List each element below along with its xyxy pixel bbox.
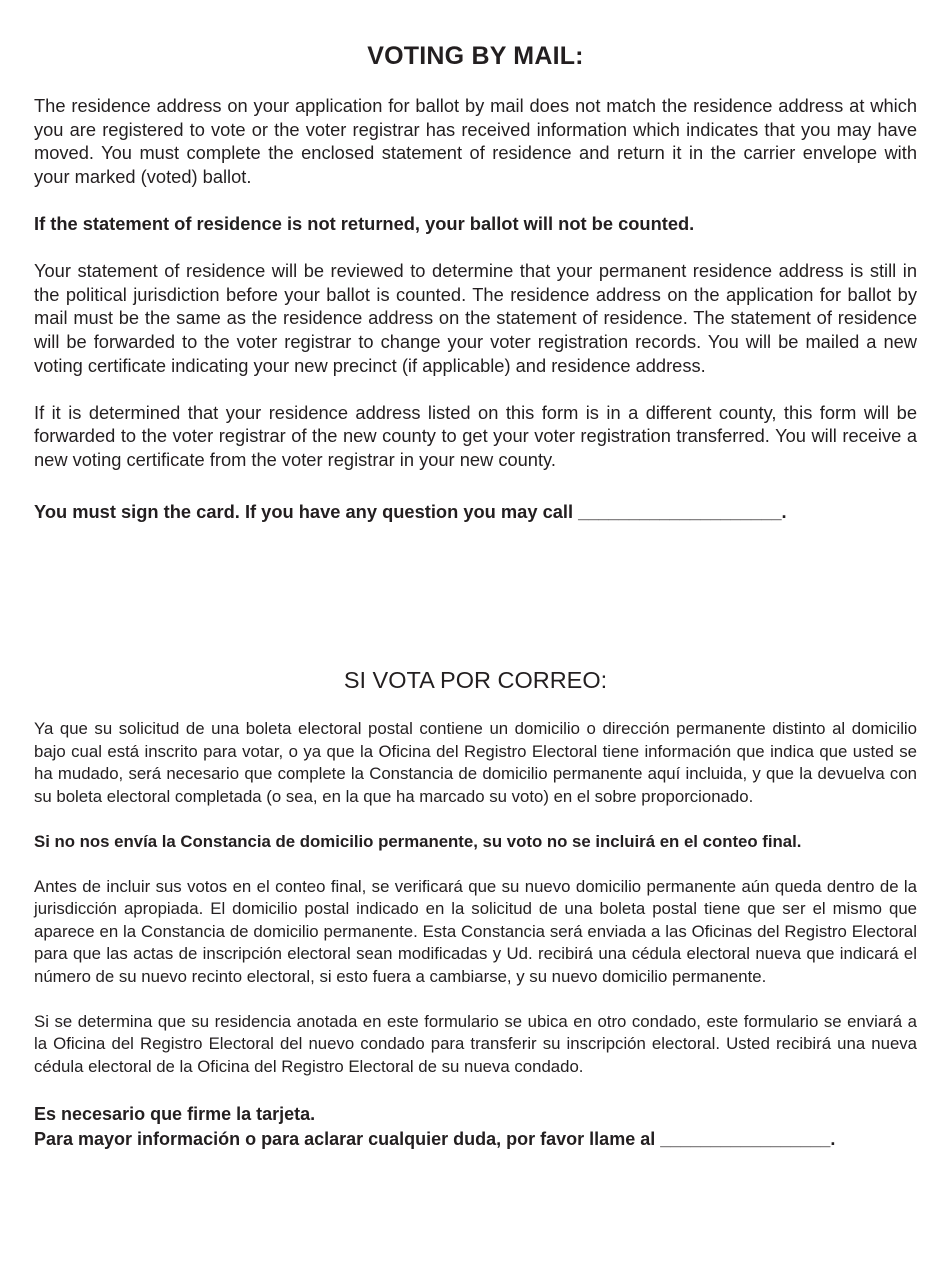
- spanish-title: SI VOTA POR CORREO:: [343, 667, 608, 693]
- spanish-call-line: Para mayor información o para aclarar cualquier duda, por favor llame al _________________.: [34, 1129, 836, 1149]
- english-title: VOTING BY MAIL:: [367, 42, 584, 70]
- english-warning: If the statement of residence is not returned, your ballot will not be counted.: [34, 212, 695, 234]
- spanish-warning: Si no nos envía la Constancia de domicilio permanente, su voto no se incluirá en el conteo final.: [34, 831, 802, 851]
- spanish-paragraph-mismatch: Ya que su solicitud de una boleta electoral postal contiene un domicilio o dirección permanente distinto al domicilio bajo cual está inscrito para votar, o ya que la Oficina del Registro Electoral tiene información que indica que usted se ha mudado, será necesario que complete la Constancia de domicilio permanente aquí incluida, y que la devuelva con su boleta electoral completada (o sea, en la que ha marcado su voto) en el sobre proporcionado.: [34, 719, 917, 806]
- spanish-sign-notice: [34, 1102, 917, 1152]
- english-paragraph-review: Your statement of residence will be reviewed to determine that your permanent residence address is still in the political jurisdiction before your ballot is counted. The residence address on the application for ballot by mail must be the same as the residence address on the statement of residence. The statement of residence will be forwarded to the voter registrar to change your voter registration records. You will be mailed a new voting certificate indicating your new precinct (if applicable) and residence address.: [34, 260, 917, 376]
- spanish-sign-line: Es necesario que firme la tarjeta.: [34, 1104, 316, 1124]
- english-paragraph-county: If it is determined that your residence address listed on this form is in a different county, this form will be forwarded to the voter registrar of the new county to get your voter registration transferred. You will receive a new voting certificate from the voter registrar in your new county.: [34, 401, 917, 470]
- spanish-paragraph-review: Antes de incluir sus votos en el conteo final, se verificará que su nuevo domicilio permanente aún queda dentro de la jurisdicción apropiada. El domicilio postal indicado en la solicitud de una boleta postal tiene que ser el mismo que aparece en la Constancia de domicilio permanente. Esta Constancia será enviada a las Oficinas del Registro Electoral para que las actas de inscripción electoral sean modificadas y Ud. recibirá una cédula electoral nueva que indicará el número de su nuevo recinto electoral, si esto fuera a cambiarse, y su nuevo domicilio permanente.: [34, 876, 917, 986]
- spanish-paragraph-county: Si se determina que su residencia anotada en este formulario se ubica en otro condado, este formulario se enviará a la Oficina del Registro Electoral del nuevo condado para transferir su inscripción electoral. Usted recibirá una nueva cédula electoral de la Oficina del Registro Electoral de su nueva condado.: [34, 1011, 917, 1076]
- english-paragraph-mismatch: The residence address on your application for ballot by mail does not match the residence address at which you are registered to vote or the voter registrar has received information which indicates that you may have moved. You must complete the enclosed statement of residence and return it in the carrier envelope with your marked (voted) ballot.: [34, 95, 917, 187]
- english-section: [34, 94, 917, 547]
- spanish-section: [34, 718, 917, 1152]
- english-sign-notice: You must sign the card. If you have any question you may call ____________________.: [34, 500, 787, 522]
